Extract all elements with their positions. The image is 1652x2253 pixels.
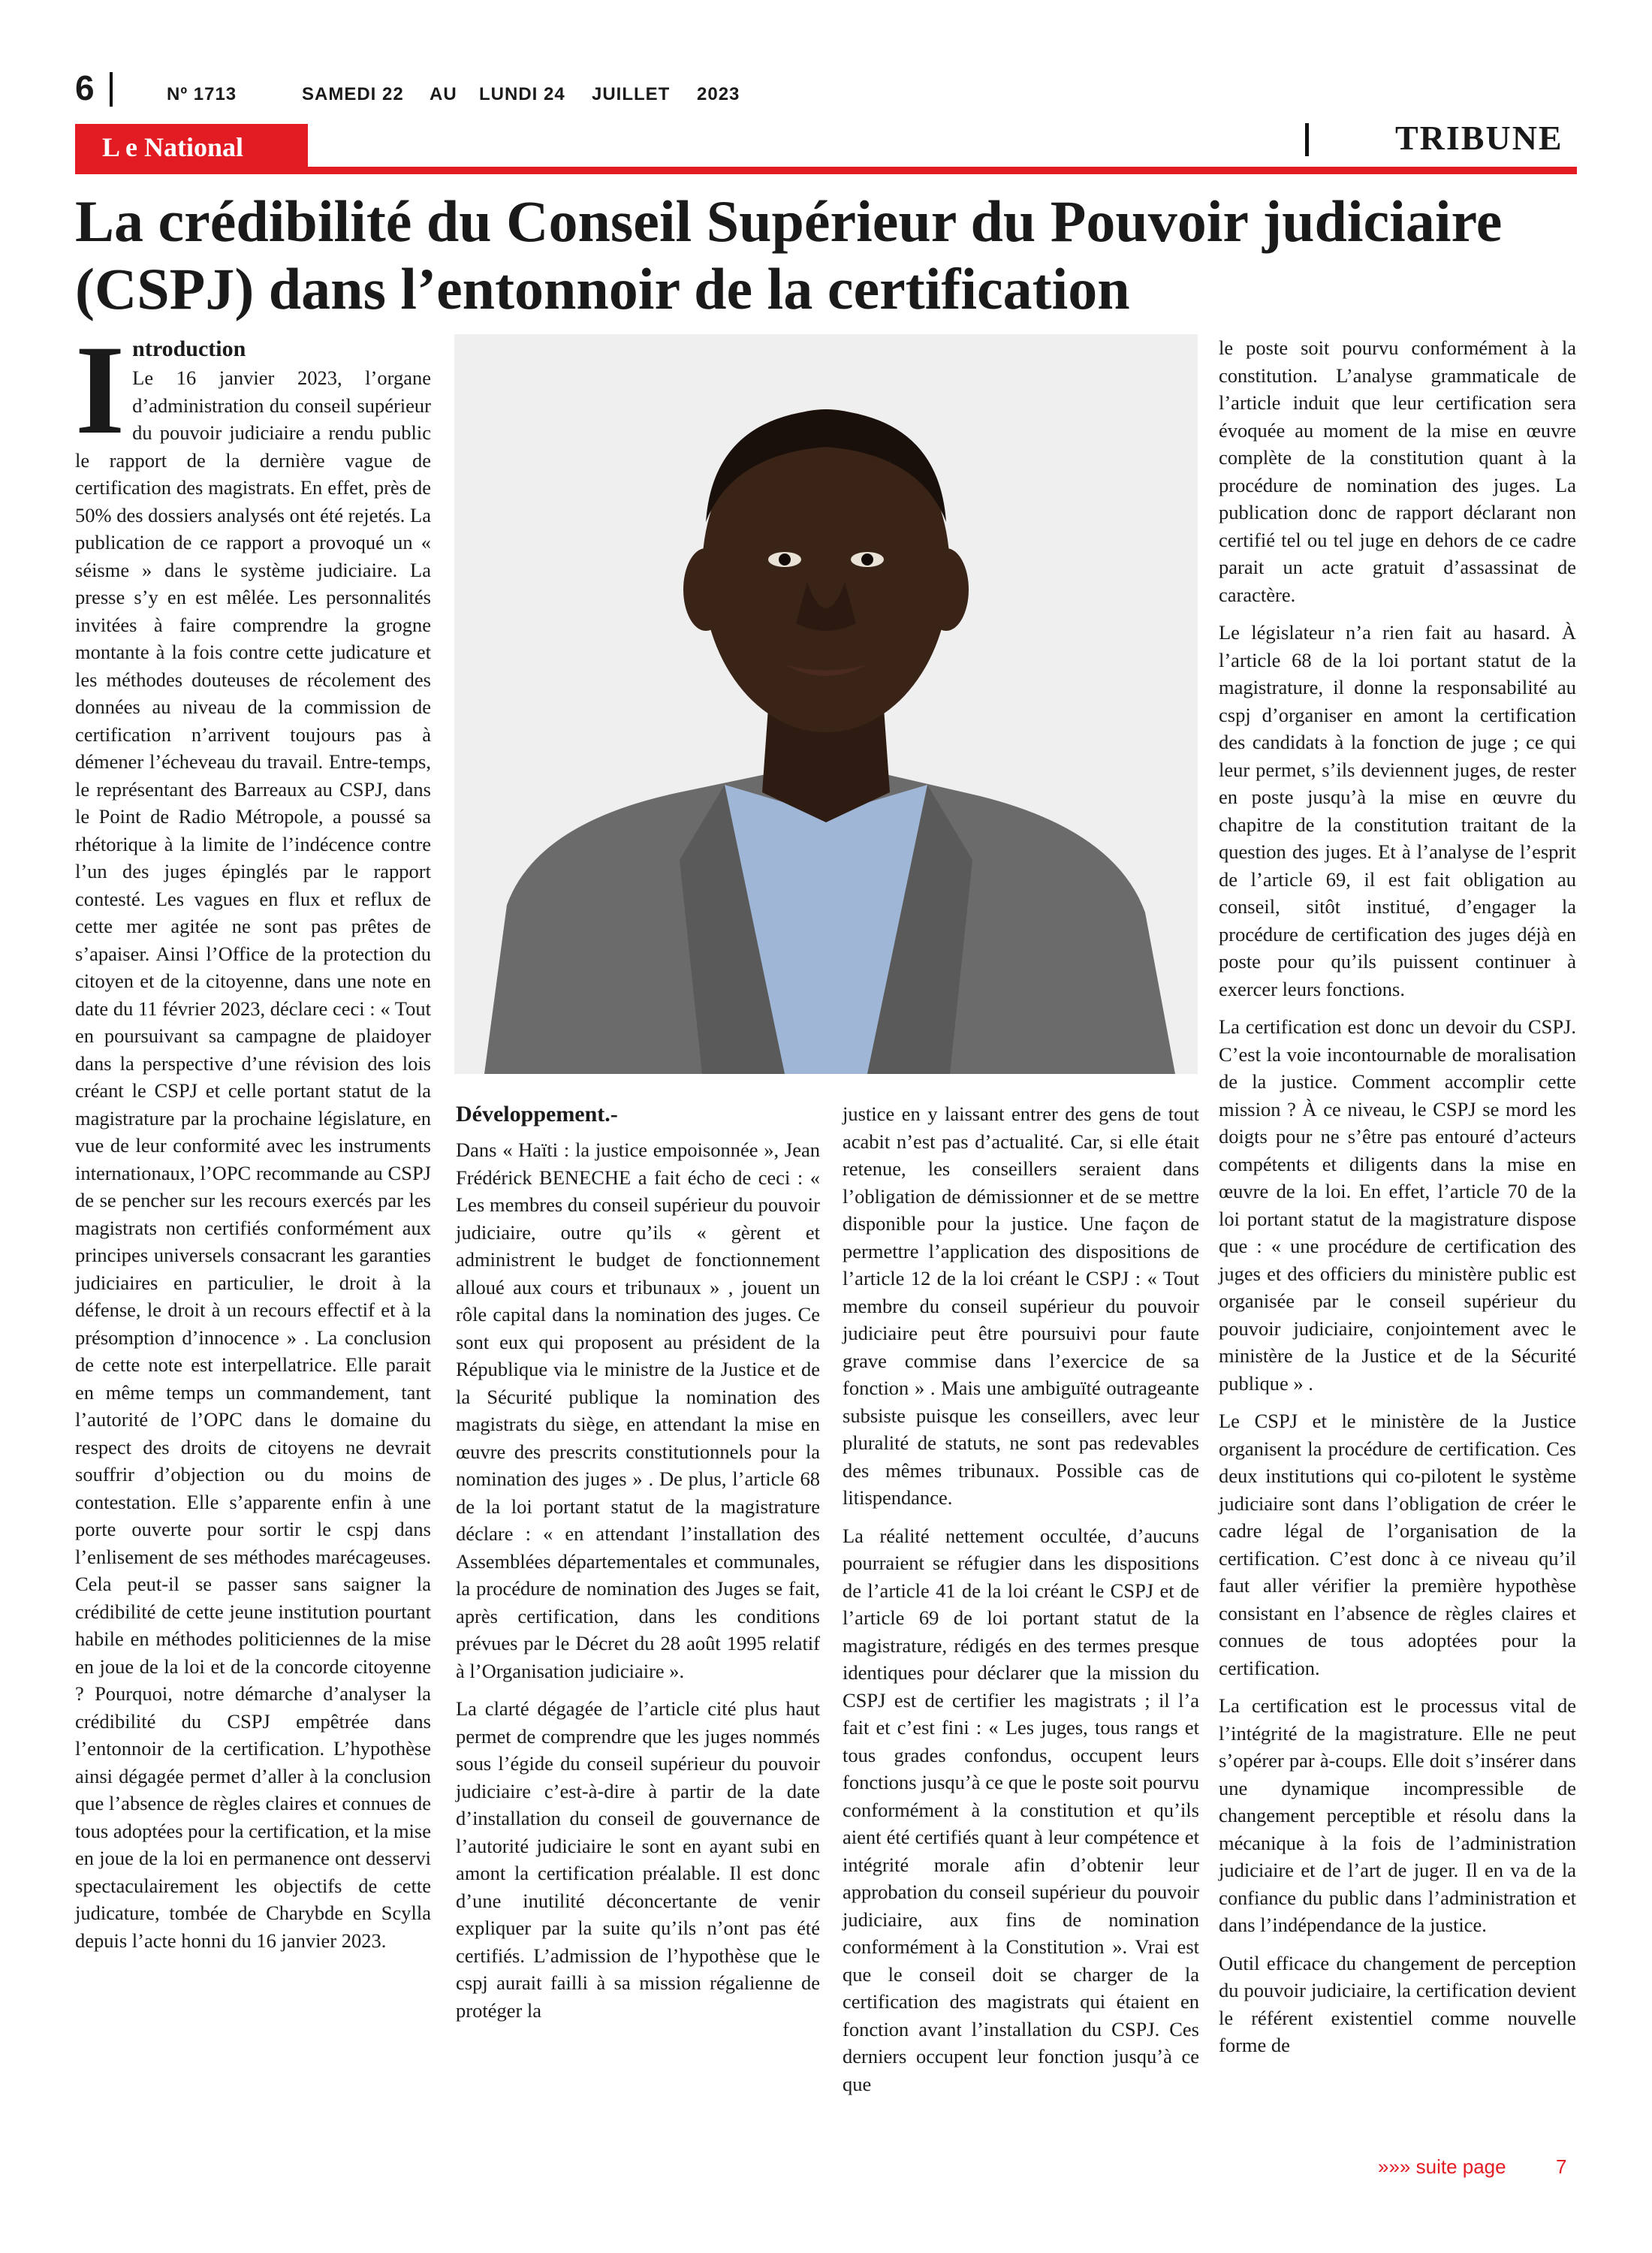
date-year: 2023 <box>697 84 740 104</box>
paragraph: Le 16 janvier 2023, l’organe d’administration du conseil supérieur du pouvoir judiciaire a rendu public le rapport de la dernière vague de certification des magistrats. En effet, près de 50% des dossiers analysés ont été rejetés. La publication de ce rapport a provoqué un « séisme » dans le système judiciaire. La presse s’y en est mêlée. Les personnalités invitées à faire comprendre la grogne montante à la fois contre cette judicature et les méthodes douteuses de récolement des données au niveau de la commission de certification n’arrivent toujours pas à démener l’écheveau du travail. Entre-temps, le représentant des Barreaux au CSPJ, dans le Point de Radio Métropole, a poussé sa rhétorique à la limite de l’indécence contre l’un des juges épinglés par le rapport contesté. Les vagues en flux et reflux de cette mer agitée ne sont pas prêtes de s’apaiser. Ainsi l’Office de la protection du citoyen et de la citoyenne, dans une note en date du 11 février 2023, déclare ceci : « Tout en poursuivant sa campagne de plaidoyer dans la perspective d’une révision des lois créant le CSPJ et celle portant statut de la magistrature par la prochaine législature, en vue de leur conformité avec les instruments internationaux, l’OPC recommande au CSPJ de se pencher sur les recours exercés par les magistrats non certifiés conformément aux principes universels consacrant les garanties judiciaires en particulier, le droit à la défense, le droit à un recours effectif et à la présomption d’innocence » . La conclusion de cette note est interpellatrice. Elle parait en même temps un commandement, tant l’autorité de l’OPC dans le domaine du respect des droits de citoyens ne devrait souffrir d’objection ou du moins de contestation. Elle s’apparente enfin à une porte ouverte pour sortir le cspj dans l’enlisement de ses méthodes marécageuses. Cela peut-il se passer sans saigner la crédibilité de cette jeune institution pourtant habile en méthodes politiciennes de la mise en joue de la loi et de la concorde citoyenne ? Pourquoi, notre démarche d’analyser la crédibilité du CSPJ empêtrée dans l’entonnoir de la certification. L’hypothèse ainsi dégagée permet d’aller à la conclusion que l’absence de règles claires et connues de tous adoptées pour la certification, et la mise en joue de la loi en permanence ont desservi spectaculairement les objectifs de cette judicature, tombée de Charybde en Scylla depuis l’acte honni du 16 janvier 2023. <box>75 366 431 1952</box>
paragraph: La clarté dégagée de l’article cité plus haut permet de comprendre que les juges nommés sous l’égide du conseil supérieur du pouvoir judiciaire c’est-à-dire à partir de la date d’installation du conseil de gouvernance de l’autorité judiciaire le sont en ayant subi en amont la certification préalable. Il est donc d’une inutilité déconcertante de venir expliquer par la suite qu’ils n’ont pas été certifiés. L’admission de l’hypothèse que le cspj aurait failli à sa mission régalienne de protéger la <box>456 1697 820 2022</box>
date-month: JUILLET <box>592 84 671 104</box>
development-heading: Développement.- <box>456 1102 618 1126</box>
paragraph: La certification est donc un devoir du CSPJ. C’est la voie incontournable de moralisation de la justice. Comment accomplir cette mission ? À ce niveau, le CSPJ se mord les doigts pour ne s’être pas entouré d’acteurs compétents et diligents dans la mise en œuvre de la loi. En effet, l’article 70 de la loi portant statut de la magistrature dispose que : « une procédure de certification des juges et des officiers du ministère public est organisée par le conseil supérieur du pouvoir judiciaire, conjointement avec le ministère de la Justice et de la Sécurité publique » . <box>1219 1015 1576 1395</box>
drop-cap: I <box>75 319 125 460</box>
paragraph: le poste soit pourvu conformément à la constitution. L’analyse grammaticale de l’article induit que leur certification sera évoquée au moment de la mise en œuvre complète de la constitution quant à la procédure de nomination des juges. La publication donc de rapport déclarant non certifié tel ou tel juge en dehors de ce cadre parait un acte gratuit d’assassinat de caractère. <box>1219 336 1576 606</box>
date-end: LUNDI 24 <box>479 84 565 104</box>
page-number-divider <box>110 72 113 107</box>
article-headline: La crédibilité du Conseil Supérieur du Pouvoir judiciaire (CSPJ) dans l’entonnoir de la certification <box>75 189 1503 321</box>
paragraph: justice en y laissant entrer des gens de tout acabit n’est pas d’actualité. Car, si elle était retenue, les conseillers seraient dans l’obligation de démissionner et de se mettre disponible pour la justice. Une façon de permettre l’application des dispositions de l’article 12 de la loi créant le CSPJ : « Tout membre du conseil supérieur du pouvoir judiciaire peut être poursuivi pour faute grave commise dans l’exercice de sa fonction » . Mais une ambiguïté outrageante subsiste puisque les conseillers, avec leur pluralité de statuts, ne sont pas redevables des mêmes tribunaux. Possible cas de litispendance. <box>843 1102 1199 1509</box>
section-name: TRIBUNE <box>1395 119 1563 157</box>
article-column-4 <box>1219 334 1576 2070</box>
intro-heading: ntroduction <box>132 336 246 361</box>
paragraph: Outil efficace du changement de perception du pouvoir judiciaire, la certification devient le référent existentiel comme nouvelle forme de <box>1219 1951 1576 2056</box>
article-column-2 <box>456 1100 820 2034</box>
date-start: SAMEDI 22 <box>302 84 404 104</box>
brand-name: L e National <box>102 132 244 162</box>
article-column-1 <box>75 319 431 1965</box>
date-connector: AU <box>430 84 457 104</box>
issue-number: Nº 1713 <box>167 84 237 104</box>
paragraph: Le législateur n’a rien fait au hasard. À l’article 68 de la loi portant statut de la magistrature, il donne la responsabilité au cspj d’organiser en amont la certification des candidats à la fonction de juge ; ce qui leur permet, s’ils deviennent juges, de rester en poste jusqu’à la mise en œuvre du chapitre de la constitution traitant de la question des juges. Et à l’analyse de l’esprit de l’article 69, il est fait obligation au conseil, sitôt institué, d’engager la procédure de certification des juges déjà en poste pour qu’ils puissent continuer à exercer leurs fonctions. <box>1219 621 1576 1000</box>
continued-page-number[interactable]: 7 <box>1556 2155 1567 2178</box>
paragraph: Le CSPJ et le ministère de la Justice organisent la procédure de certification. Ces deux institutions qui co-pilotent le système judiciaire sont dans l’obligation de créer le cadre légal de l’organisation de la certification. C’est donc à ce niveau qu’il faut aller vérifier la première hypothèse consistant en l’absence de règles claires et connues de tous adoptées pour la certification. <box>1219 1410 1576 1679</box>
continued-link[interactable]: »»» suite page <box>1378 2155 1506 2178</box>
portrait-illustration <box>454 334 1198 1074</box>
header-rule <box>75 167 1577 174</box>
page-number: 6 <box>75 68 95 107</box>
paragraph: Dans « Haïti : la justice empoisonnée », Jean Frédérick BENECHE a fait écho de ceci : « Les membres du conseil supérieur du pouvoir judiciaire, outre qu’ils « gèrent et administrent le budget de fonctionnement alloué aux cours et tribunaux » , jouent un rôle capital dans la nomination des juges. Ce sont eux qui proposent au président de la République via le ministre de la Justice et de la Sécurité publique la nomination des magistrats du siège, en attendant la mise en œuvre des prescrits constitutionnels pour la nomination des juges » . De plus, l’article 68 de la loi portant statut de la magistrature déclare : « en attendant l’installation des Assemblées départementales et communales, la procédure de nomination des Juges se fait, après certification, dans les conditions prévues par le Décret du 28 août 1995 relatif à l’Organisation judiciaire ». <box>456 1139 820 1682</box>
paragraph: La certification est le processus vital de l’intégrité de la magistrature. Elle ne peut s’opérer par à-coups. Elle doit s’insérer dans une dynamique incompressible de changement perceptible et résolu dans la mécanique à la fois de l’administration judiciaire et de l’art de juger. Il en va de la confiance du public dans l’administration et dans l’indépendance de la justice. <box>1219 1694 1576 1936</box>
portrait-photo <box>454 334 1198 1074</box>
section-divider <box>1305 123 1309 156</box>
article-column-3 <box>843 1100 1199 2108</box>
paragraph: La réalité nettement occultée, d’aucuns pourraient se réfugier dans les dispositions de l’article 41 de la loi créant le CSPJ et de l’article 69 de loi portant statut de la magistrature, rédigés en des termes presque identiques pour déclarer que la mission du CSPJ est de certifier les magistrats ; il l’a fait et c’est fini : « Les juges, tous rangs et tous grades confondus, occupent leurs fonctions jusqu’à ce que le poste soit pourvu conformément à la constitution et qu’ils aient été certifiés quant à leur compétence et intégrité morale afin d’obtenir leur approbation du conseil supérieur du pouvoir judiciaire, aux fins de nomination conformément à la Constitution ». Vrai est que le conseil doit se charger de la certification des magistrats qui étaient en fonction avant l’installation du CSPJ. Ces derniers occupent leur fonction jusqu’à ce que <box>843 1524 1199 2095</box>
